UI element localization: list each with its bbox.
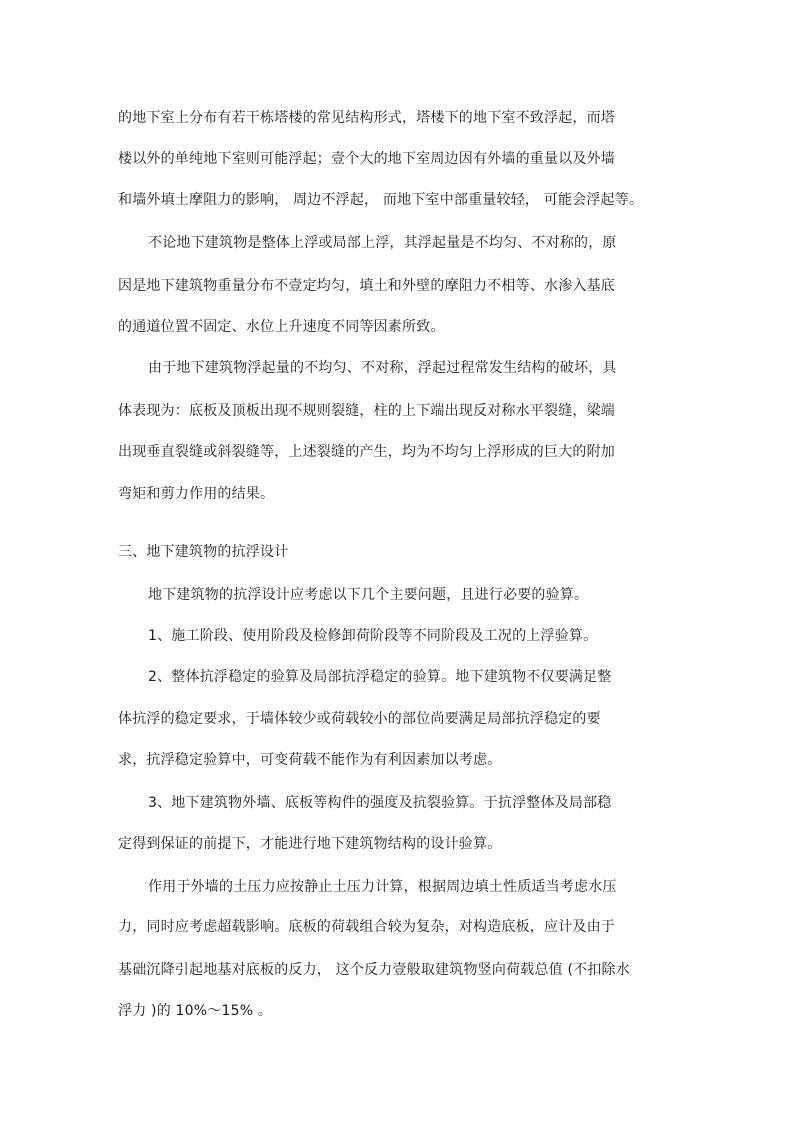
- paragraph-line: 体抗浮的稳定要求，于墙体较少或荷载较小的部位尚要满足局部抗浮稳定的要: [118, 711, 601, 727]
- paragraph-line: 定得到保证的前提下，才能进行地下建筑物结构的设计验算。: [118, 836, 502, 852]
- paragraph-line: 求，抗浮稳定验算中，可变荷载不能作为有利因素加以考虑。: [118, 752, 502, 768]
- section-heading: 三、地下建筑物的抗浮设计: [118, 544, 289, 560]
- paragraph-line: 和墙外填土摩阻力的影响， 周边不浮起， 而地下室中部重量较轻， 可能会浮起等。: [118, 192, 644, 208]
- paragraph-line: 基础沉降引起地基对底板的反力， 这个反力壹般取建筑物竖向荷载总值 (不扣除水: [118, 962, 630, 978]
- paragraph-line: 浮力 )的 10%～15% 。: [118, 1003, 273, 1019]
- list-item-1: 1、施工阶段、使用阶段及检修卸荷阶段等不同阶段及工况的上浮验算。: [148, 628, 598, 644]
- paragraph-line: 因是地下建筑物重量分布不壹定均匀，填土和外壁的摩阻力不相等、水渗入基底: [118, 278, 615, 294]
- paragraph-line: 弯矩和剪力作用的结果。: [118, 486, 275, 502]
- list-item-2: 2、整体抗浮稳定的验算及局部抗浮稳定的验算。地下建筑物不仅要满足整: [148, 669, 612, 685]
- paragraph-line: 体表现为：底板及顶板出现不规则裂缝，柱的上下端出现反对称水平裂缝，梁端: [118, 403, 615, 419]
- paragraph-line: 楼以外的单纯地下室则可能浮起；壹个大的地下室周边因有外墙的重量以及外墙: [118, 151, 615, 167]
- paragraph-line: 作用于外墙的土压力应按静止土压力计算，根据周边填土性质适当考虑水压: [148, 879, 617, 895]
- paragraph-line: 由于地下建筑物浮起量的不均匀、不对称，浮起过程常发生结构的破坏，具: [148, 360, 617, 376]
- list-item-3: 3、地下建筑物外墙、底板等构件的强度及抗裂验算。于抗浮整体及局部稳: [148, 795, 612, 811]
- paragraph-line: 力，同时应考虑超载影响。底板的荷载组合较为复杂，对构造底板，应计及由于: [118, 919, 615, 935]
- paragraph-line: 地下建筑物的抗浮设计应考虑以下几个主要问题，且进行必要的验算。: [148, 587, 589, 603]
- paragraph-line: 不论地下建筑物是整体上浮或局部上浮，其浮起量是不均匀、不对称的，原: [148, 235, 617, 251]
- paragraph-line: 出现垂直裂缝或斜裂缝等，上述裂缝的产生，均为不均匀上浮形成的巨大的附加: [118, 444, 615, 460]
- paragraph-line: 的地下室上分布有若干栋塔楼的常见结构形式，塔楼下的地下室不致浮起，而塔: [118, 110, 615, 126]
- paragraph-line: 的通道位置不固定、水位上升速度不同等因素所致。: [118, 319, 445, 335]
